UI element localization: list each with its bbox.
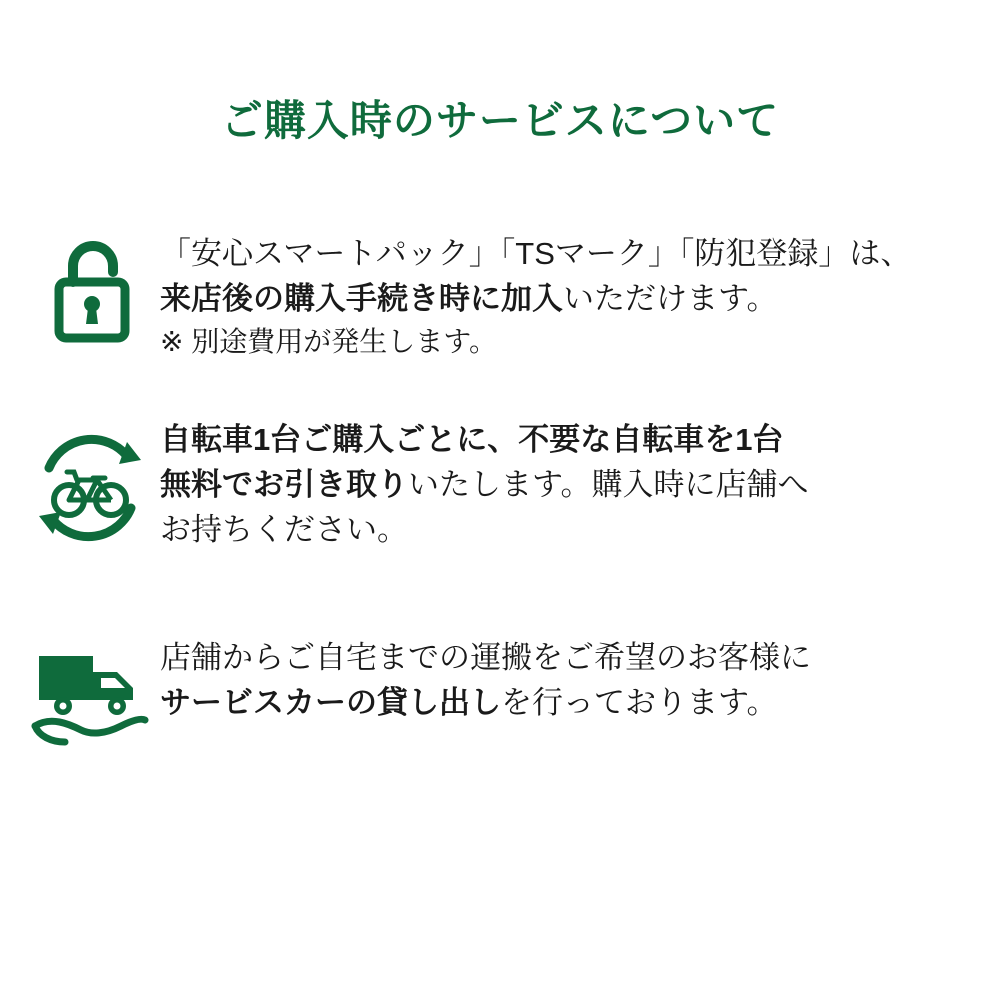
text-line <box>160 232 968 277</box>
text-line <box>160 508 968 553</box>
open-padlock-icon <box>38 232 156 350</box>
text-span-bold: 自転車1台ご購入ごとに、不要な自転車を1台 <box>160 422 784 457</box>
text-line-note <box>160 322 968 363</box>
text-span: を行っております。 <box>501 684 778 720</box>
text-line <box>160 681 968 726</box>
service-item-insurance <box>38 232 968 362</box>
text-span-bold: 無料でお引き取り <box>160 466 408 502</box>
delivery-truck-hand-icon <box>22 636 156 750</box>
text-span: いたします。購入時に店舗へ <box>408 466 809 502</box>
page-title: ご購入時のサービスについて <box>220 97 780 144</box>
text-span: 店舗からご自宅までの運搬をご希望のお客様に <box>160 640 811 675</box>
text-span: 「安心スマートパック」「TSマーク」「防犯登録」は、 <box>160 236 912 271</box>
bicycle-recycle-icon <box>24 418 156 548</box>
service-item-service-car <box>22 636 968 750</box>
text-line <box>160 636 968 681</box>
service-item-service-car-text <box>156 636 968 726</box>
service-item-insurance-text <box>156 232 968 362</box>
service-item-trade-in-text <box>156 418 968 553</box>
service-item-trade-in <box>24 418 968 553</box>
text-span-bold: 来店後の購入手続き時に加入 <box>160 280 563 316</box>
text-span: ※ 別途費用が発生します。 <box>160 325 498 357</box>
text-span-bold: サービスカーの貸し出し <box>160 684 501 720</box>
text-line <box>160 463 968 508</box>
text-span: いただけます。 <box>563 280 778 316</box>
text-span: お持ちください。 <box>160 511 408 547</box>
text-line <box>160 418 968 463</box>
text-line <box>160 277 968 322</box>
